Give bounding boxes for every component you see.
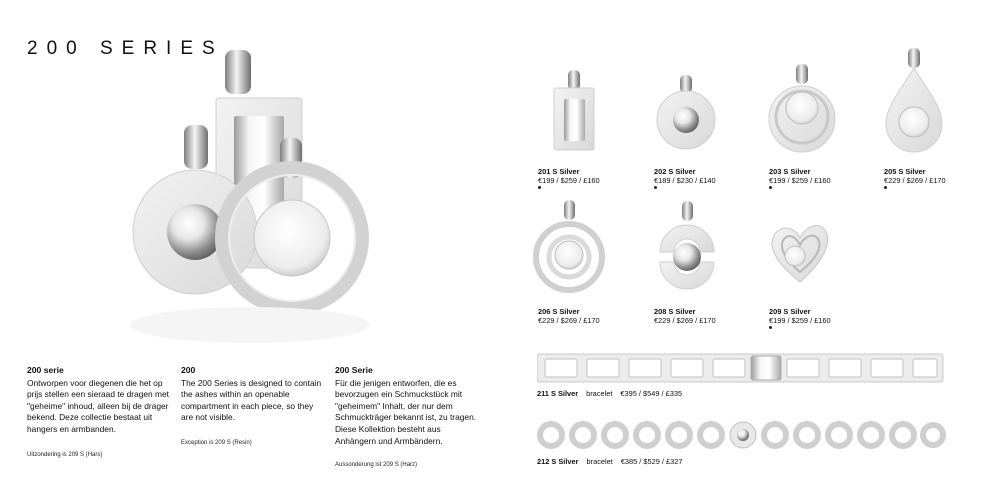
- product-price: €229 / $269 / £170: [538, 316, 600, 325]
- product-price: €189 / $230 / £140: [654, 176, 716, 185]
- bullet-dot: [654, 186, 657, 189]
- description-body: Ontworpen voor diegenen die het op prijs stellen een sieraad te dragen met "geheime" inhoud, alleen bij de drager bekend. Deze collectie bestaat uit hangers en armbanden.: [27, 377, 169, 434]
- product-price: €229 / $269 / £170: [884, 176, 946, 185]
- product-name: 205 S Silver: [884, 167, 926, 176]
- bullet-dot: [884, 186, 887, 189]
- bracelet-price: €395 / $549 / £335: [620, 389, 683, 398]
- product-price: €199 / $259 / £160: [769, 176, 831, 185]
- product-name: 209 S Silver: [769, 307, 811, 316]
- description-body: The 200 Series is designed to contain the ashes within an openable compartment in each piece, so they are not visible.: [181, 377, 322, 423]
- bracelet-code: 211 S Silver: [537, 389, 579, 398]
- description-heading: 200: [181, 365, 196, 375]
- description-note: Aussonderung ist 209 S (Harz): [335, 462, 418, 468]
- description-note: Exception is 209 S (Resin): [181, 440, 252, 446]
- bracelet-211-image[interactable]: [537, 350, 947, 391]
- product-name: 203 S Silver: [769, 167, 811, 176]
- bracelet-kind: bracelet: [586, 457, 613, 466]
- pendant-202-image: [652, 72, 722, 152]
- product-name: 206 S Silver: [538, 307, 580, 316]
- product-price: €199 / $259 / £160: [538, 176, 600, 185]
- pendant-208-image: [652, 198, 722, 293]
- pendant-205-image: [880, 46, 950, 156]
- product-price: €229 / $269 / £170: [654, 316, 716, 325]
- description-german: [335, 365, 480, 468]
- bullet-dot: [769, 186, 772, 189]
- hero-jewelry-image: [120, 50, 380, 355]
- description-note: Uitzondering is 209 S (Hars): [27, 452, 103, 458]
- description-dutch: [27, 365, 172, 458]
- page-title: 200 SERIES: [27, 38, 224, 59]
- bracelet-212-label: [537, 457, 682, 466]
- bracelet-kind: bracelet: [586, 389, 613, 398]
- bracelet-code: 212 S Silver: [537, 457, 579, 466]
- product-name: 208 S Silver: [654, 307, 696, 316]
- bracelet-211-label: [537, 389, 682, 398]
- product-name: 202 S Silver: [654, 167, 696, 176]
- product-price: €199 / $259 / £160: [769, 316, 831, 325]
- description-body: Für die jenigen entworfen, die es bevorzugen ein Schmuckstück mit "geheimem" Inhalt, der nur dem Schmuckträger bekannt ist, zu tragen. Diese Kollektion besteht aus Anhängern und Armbändern.: [335, 377, 477, 446]
- description-english: [181, 365, 326, 446]
- pendant-206-image: [532, 197, 607, 297]
- bullet-dot: [769, 326, 772, 329]
- description-heading: 200 Serie: [335, 365, 373, 375]
- product-name: 201 S Silver: [538, 167, 580, 176]
- pendant-203-image: [765, 62, 840, 157]
- bracelet-212-image[interactable]: [537, 418, 947, 457]
- pendant-209-image: [765, 212, 835, 292]
- bracelet-price: €385 / $529 / £327: [620, 457, 683, 466]
- bullet-dot: [538, 186, 541, 189]
- pendant-201-image: [543, 68, 603, 158]
- description-heading: 200 serie: [27, 365, 64, 375]
